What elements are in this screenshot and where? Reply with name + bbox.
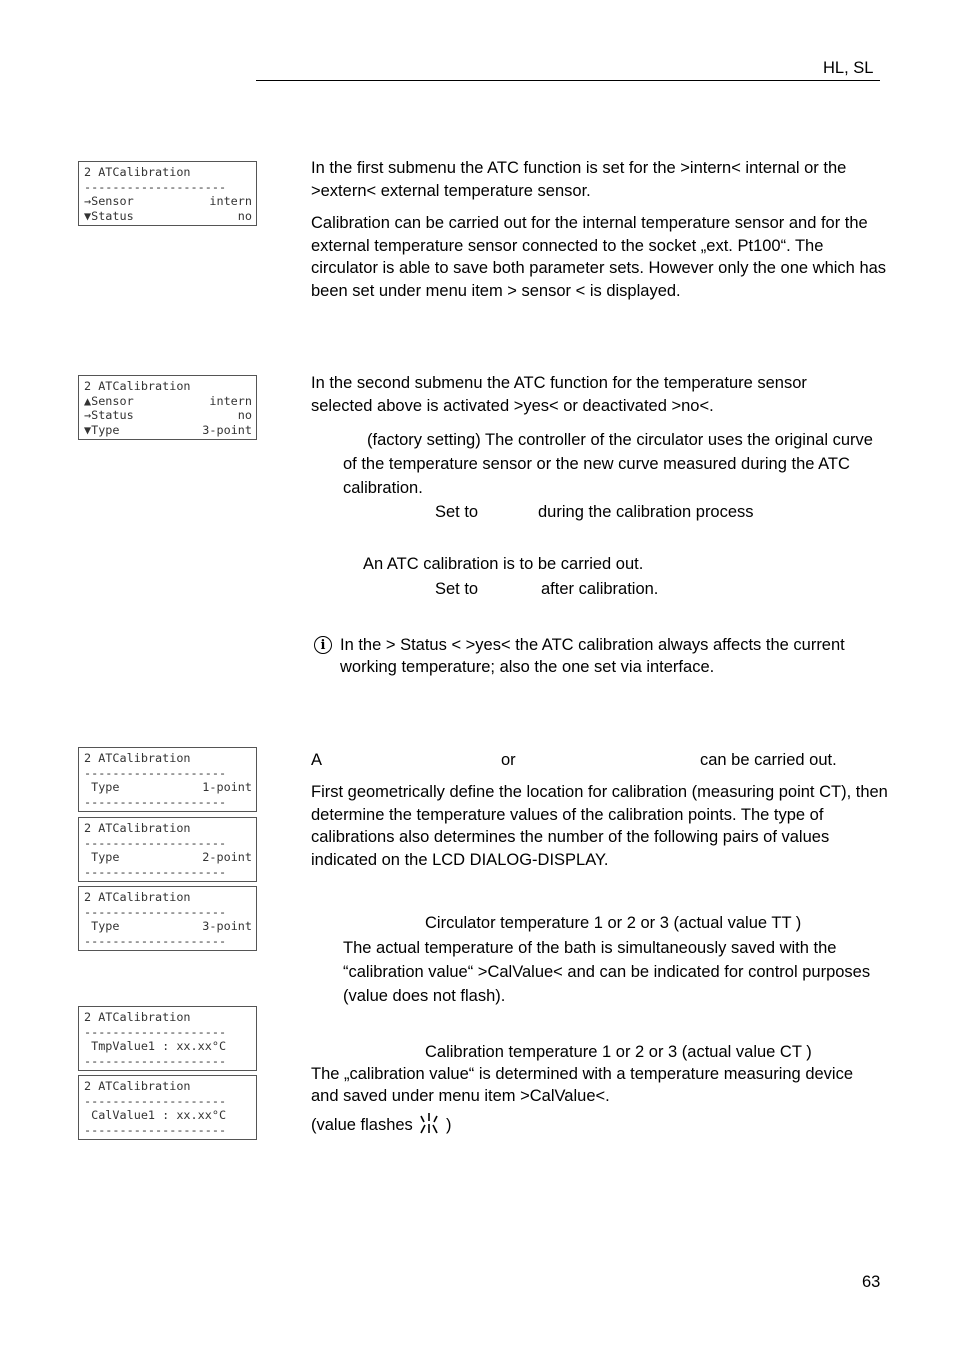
- set-to-label-1: Set to: [435, 503, 479, 521]
- status-no-description: (factory setting) The controller of the circulator uses the original curve of the temperature sensor or the new curve measured during the ATC calibration.: [343, 431, 873, 497]
- lcd-row-value: no: [237, 209, 252, 224]
- lcd-row-label: --------------------: [84, 1093, 227, 1108]
- lcd-row-label: --------------------: [84, 1024, 227, 1039]
- lcd-row: [84, 795, 252, 810]
- status-note: In the > Status < >yes< the ATC calibration always affects the current working temperature; also the one set via interface.: [340, 636, 845, 676]
- lcd-row-label: ▼Status: [84, 209, 134, 224]
- tmpvalue-description: The actual temperature of the bath is simultaneously saved with the “calibration value“ >CalValue< and can be indicated for control purposes (value does not flash).: [343, 939, 871, 1005]
- lcd-row-label: --------------------: [84, 835, 227, 850]
- lcd-row-label: ▼Type: [84, 423, 120, 438]
- during-calibration-text: during the calibration process: [538, 503, 754, 521]
- lcd-row: [84, 821, 252, 836]
- section3-a: A: [311, 751, 323, 769]
- lcd-row-label: --------------------: [84, 1123, 227, 1138]
- lcd-row-label: --------------------: [84, 795, 227, 810]
- value-flashes-close: ): [446, 1116, 452, 1134]
- lcd-row-value: 1-point: [202, 780, 252, 795]
- lcd-row-label: --------------------: [84, 865, 227, 880]
- lcd-screen-sensor: [78, 161, 257, 226]
- set-to-label-2: Set to: [435, 580, 479, 598]
- section2-paragraph1: In the second submenu the ATC function for the temperature sensor selected above is activated >yes< or deactivated >no<.: [311, 374, 807, 415]
- section1-paragraph2: Calibration can be carried out for the internal temperature sensor and for the external temperature sensor connected to the socket „ext. Pt100“. The circulator is able to save both parameter sets. However only the one which has been set under menu item > sensor < is displayed.: [311, 214, 887, 300]
- lcd-row: [84, 890, 252, 905]
- section1-paragraph1: In the first submenu the ATC function is set for the >intern< internal or the >extern< external temperature sensor.: [311, 159, 847, 200]
- lcd-row-label: →Status: [84, 408, 134, 423]
- lcd-row-label: --------------------: [84, 179, 227, 194]
- lcd-row: [84, 1010, 252, 1025]
- lcd-row-label: 2 ATCalibration: [84, 751, 191, 765]
- lcd-screen-status: [78, 375, 257, 440]
- lcd-row-label: ▲Sensor: [84, 393, 134, 408]
- lcd-row-label: 2 ATCalibration: [84, 821, 191, 835]
- lcd-screen-tmpvalue: [78, 1006, 257, 1071]
- lcd-row: [84, 180, 252, 195]
- lcd-row: [84, 1079, 252, 1094]
- lcd-row-label: Type: [84, 780, 120, 795]
- lcd-row: [84, 165, 252, 180]
- lcd-row: [84, 1094, 252, 1109]
- lcd-row-label: --------------------: [84, 934, 227, 949]
- lcd-row: [84, 919, 252, 934]
- lcd-row-label: Type: [84, 850, 120, 865]
- lcd-row: [84, 1123, 252, 1138]
- lcd-row-label: --------------------: [84, 765, 227, 780]
- lcd-row: [84, 836, 252, 851]
- lcd-row: [84, 423, 252, 438]
- lcd-row-label: CalValue1 : xx.xx°C: [84, 1108, 227, 1123]
- lcd-row-label: --------------------: [84, 904, 227, 919]
- calvalue-description: The „calibration value“ is determined with a temperature measuring device and saved under menu item >CalValue<.: [311, 1065, 854, 1105]
- section3-or: or: [501, 751, 516, 769]
- lcd-screen-calvalue: [78, 1075, 257, 1140]
- lcd-row-label: 2 ATCalibration: [84, 1010, 191, 1024]
- lcd-row: [84, 780, 252, 795]
- lcd-row: [84, 1025, 252, 1040]
- lcd-row-label: --------------------: [84, 1054, 227, 1069]
- lcd-row: [84, 1054, 252, 1069]
- lcd-row-label: →Sensor: [84, 194, 134, 209]
- lcd-screen-type-3point: [78, 886, 257, 951]
- lcd-row-value: intern: [209, 194, 252, 209]
- calvalue-title: Calibration temperature 1 or 2 or 3 (actual value CT ): [425, 1043, 812, 1061]
- header-title: HL, SL: [823, 59, 874, 77]
- header-rule: [256, 80, 880, 81]
- lcd-row: [84, 408, 252, 423]
- value-flashes-note: [311, 1112, 452, 1137]
- section3-paragraph2: First geometrically define the location for calibration (measuring point CT), then determine the temperature values of the calibration points. The type of calibrations also determines the number of the following pairs of values indicated on the LCD DIALOG-DISPLAY.: [311, 783, 888, 869]
- lcd-row-value: intern: [209, 393, 252, 408]
- lcd-row: [84, 209, 252, 224]
- lcd-row: [84, 865, 252, 880]
- lcd-row-label: TmpValue1 : xx.xx°C: [84, 1039, 227, 1054]
- lcd-row: [84, 751, 252, 766]
- lcd-row-label: 2 ATCalibration: [84, 379, 191, 393]
- lcd-row: [84, 934, 252, 949]
- lcd-row-value: 3-point: [202, 423, 252, 438]
- lcd-row: [84, 1039, 252, 1054]
- page-number: 63: [862, 1273, 881, 1291]
- after-calibration-text: after calibration.: [541, 580, 659, 598]
- lcd-row-value: 3-point: [202, 919, 252, 934]
- lcd-row-label: 2 ATCalibration: [84, 165, 191, 179]
- lcd-row: [84, 850, 252, 865]
- lcd-row: [84, 194, 252, 209]
- tmpvalue-title: Circulator temperature 1 or 2 or 3 (actual value TT ): [425, 914, 802, 932]
- info-icon: i: [314, 636, 332, 654]
- value-flashes-text: (value flashes: [311, 1116, 413, 1134]
- section3-can-be-carried-out: can be carried out.: [700, 751, 837, 769]
- lcd-screen-type-2point: [78, 817, 257, 882]
- lcd-row-label: 2 ATCalibration: [84, 890, 191, 904]
- lcd-row: [84, 766, 252, 781]
- lcd-row-value: 2-point: [202, 850, 252, 865]
- lcd-row: [84, 1108, 252, 1123]
- status-yes-description: An ATC calibration is to be carried out.: [363, 555, 644, 573]
- lcd-screen-type-1point: [78, 747, 257, 812]
- lcd-row-label: 2 ATCalibration: [84, 1079, 191, 1093]
- lcd-row-value: no: [237, 408, 252, 423]
- lcd-row: [84, 394, 252, 409]
- lcd-row: [84, 379, 252, 394]
- flash-icon: [417, 1112, 441, 1134]
- lcd-row: [84, 905, 252, 920]
- lcd-row-label: Type: [84, 919, 120, 934]
